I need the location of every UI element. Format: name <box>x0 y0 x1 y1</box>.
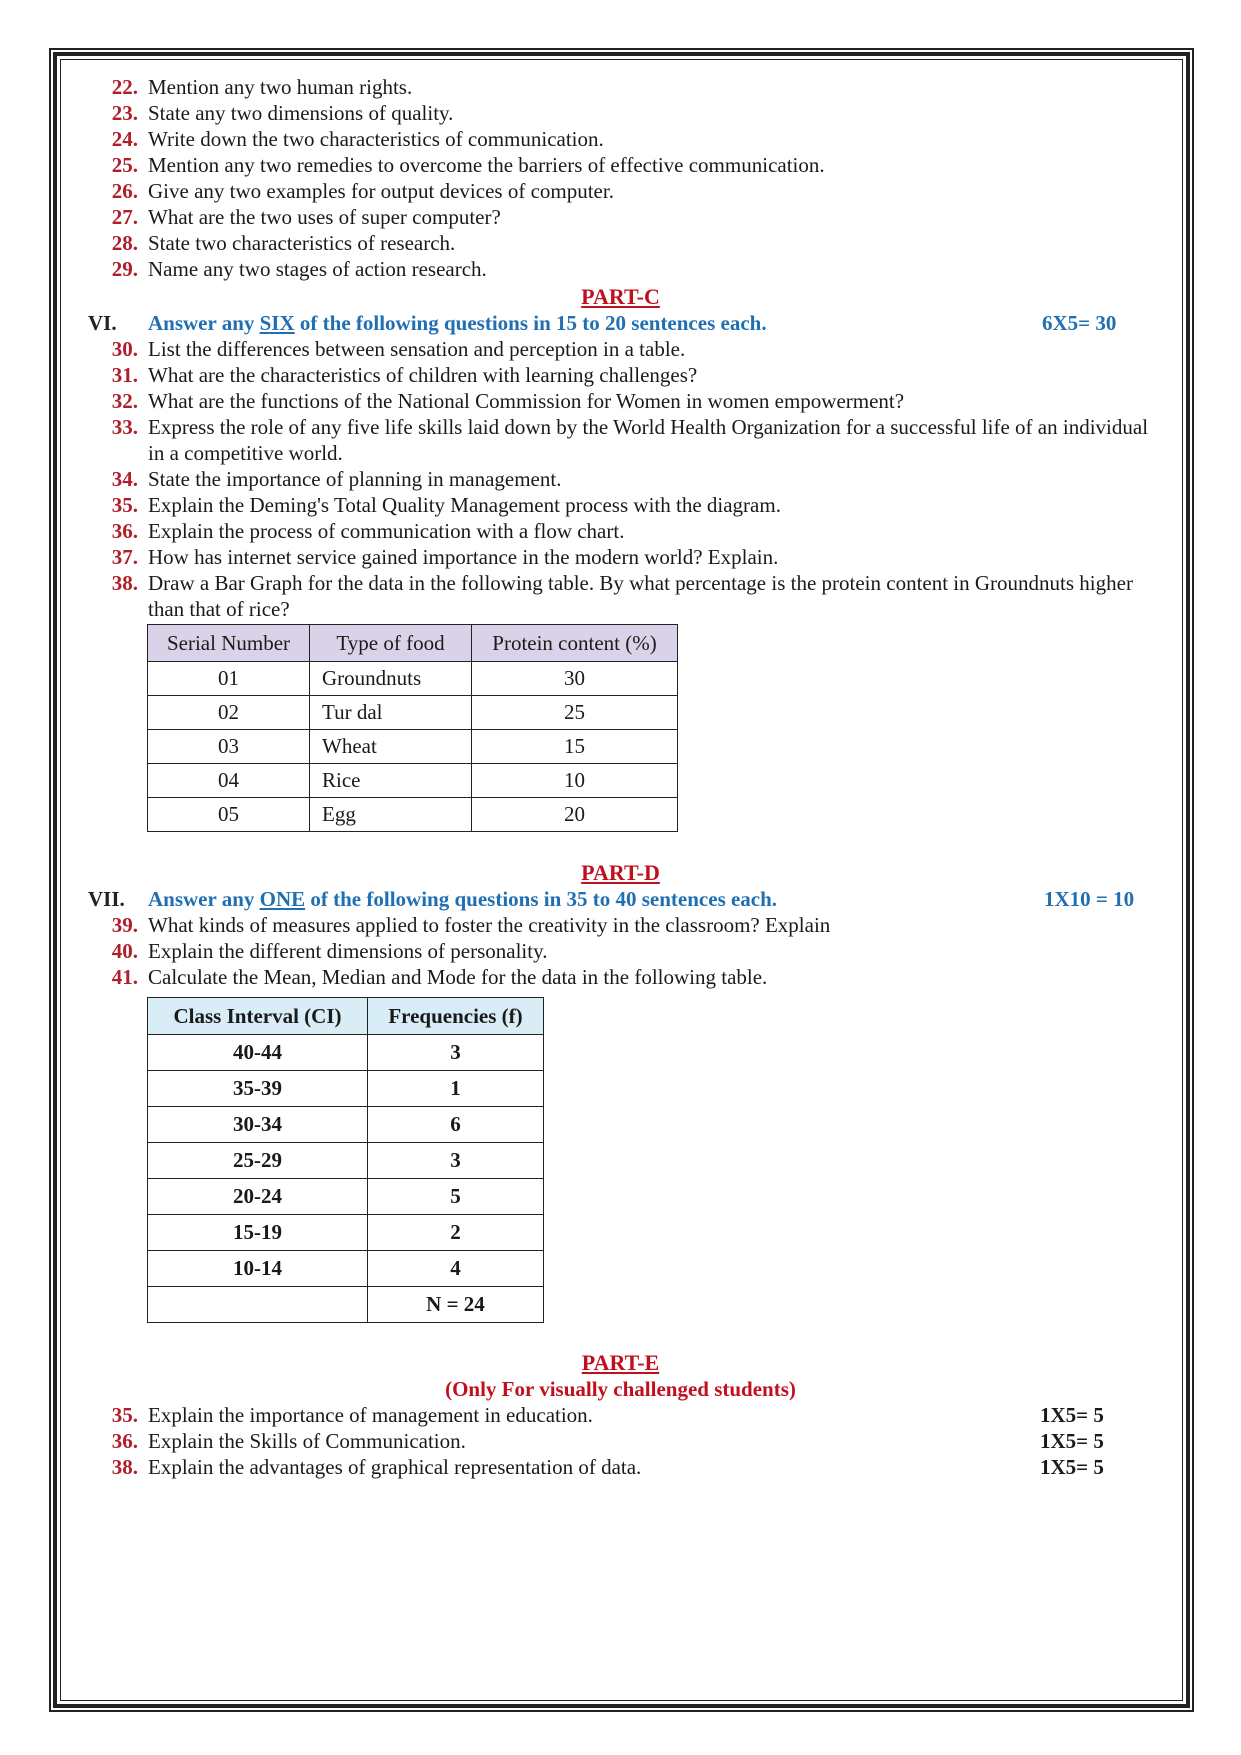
section-roman-numeral: VII. <box>88 887 125 911</box>
question-text: Calculate the Mean, Median and Mode for the data in the following table. <box>148 965 768 989</box>
table-total-row <box>148 1287 544 1323</box>
question-text: Write down the two characteristics of communication. <box>148 127 604 151</box>
table-cell: 40-44 <box>148 1035 368 1071</box>
question-text: Explain the process of communication with a flow chart. <box>148 519 625 543</box>
column-header: Frequencies (f) <box>368 998 544 1035</box>
question-marks: 1X5= 5 <box>1040 1429 1104 1453</box>
question-number: 26. <box>111 179 138 203</box>
column-header: Class Interval (CI) <box>148 998 368 1035</box>
question-text: What are the characteristics of children with learning challenges? <box>148 363 698 387</box>
frequency-table <box>147 997 544 1323</box>
question-text: Explain the Skills of Communication. <box>148 1429 466 1453</box>
question-text: State any two dimensions of quality. <box>148 101 454 125</box>
table-cell: 25 <box>472 696 678 730</box>
table-cell: 1 <box>368 1071 544 1107</box>
question-number: 30. <box>111 337 138 361</box>
question-number: 24. <box>111 127 138 151</box>
question-marks: 1X5= 5 <box>1040 1403 1104 1427</box>
part-e-subtitle: (Only For visually challenged students) <box>445 1377 796 1401</box>
question-text: What are the two uses of super computer? <box>148 205 501 229</box>
table-cell: Egg <box>310 798 472 832</box>
table-cell: 10 <box>472 764 678 798</box>
table-cell: Tur dal <box>310 696 472 730</box>
table-cell: 3 <box>368 1143 544 1179</box>
table-cell: 04 <box>148 764 310 798</box>
table-row <box>148 1143 544 1179</box>
table-row <box>148 730 678 764</box>
table-header-row <box>148 998 544 1035</box>
question-text: Mention any two remedies to overcome the barriers of effective communication. <box>148 153 825 177</box>
question-text: How has internet service gained importance in the modern world? Explain. <box>148 545 779 569</box>
question-text: Explain the Deming's Total Quality Management process with the diagram. <box>148 493 781 517</box>
section-roman-numeral: VI. <box>88 311 117 335</box>
table-cell: 15 <box>472 730 678 764</box>
question-text: Explain the different dimensions of personality. <box>148 939 548 963</box>
table-row <box>148 1251 544 1287</box>
question-number: 28. <box>111 231 138 255</box>
question-number: 35. <box>111 493 138 517</box>
table-cell: 4 <box>368 1251 544 1287</box>
question-number: 39. <box>111 913 138 937</box>
table-cell: 5 <box>368 1179 544 1215</box>
table-row <box>148 1035 544 1071</box>
question-number: 40. <box>111 939 138 963</box>
question-text: What kinds of measures applied to foster the creativity in the classroom? Explain <box>148 913 831 937</box>
table-row <box>148 764 678 798</box>
question-text: Explain the advantages of graphical representation of data. <box>148 1455 642 1479</box>
question-text: Give any two examples for output devices of computer. <box>148 179 614 203</box>
table-cell: 25-29 <box>148 1143 368 1179</box>
column-header: Protein content (%) <box>472 625 678 662</box>
question-text: What are the functions of the National Commission for Women in women empowerment? <box>148 389 905 413</box>
table-cell: 6 <box>368 1107 544 1143</box>
section-instruction: Answer any ONE of the following questions in 35 to 40 sentences each. <box>148 887 778 911</box>
table-cell: Rice <box>310 764 472 798</box>
table-cell: 01 <box>148 662 310 696</box>
column-header: Type of food <box>310 625 472 662</box>
table-cell: 15-19 <box>148 1215 368 1251</box>
table-cell: 02 <box>148 696 310 730</box>
protein-content-table <box>147 624 678 832</box>
table-row <box>148 1179 544 1215</box>
question-text: Mention any two human rights. <box>148 75 413 99</box>
question-number: 23. <box>111 101 138 125</box>
instruction-keyword: ONE <box>259 887 306 911</box>
table-cell: Groundnuts <box>310 662 472 696</box>
question-number: 22. <box>111 75 138 99</box>
table-cell: 03 <box>148 730 310 764</box>
table-row <box>148 1107 544 1143</box>
question-text: Explain the importance of management in education. <box>148 1403 593 1427</box>
table-row <box>148 1071 544 1107</box>
question-marks: 1X5= 5 <box>1040 1455 1104 1479</box>
question-number: 29. <box>111 257 138 281</box>
table-cell: 35-39 <box>148 1071 368 1107</box>
section-instruction: Answer any SIX of the following questions in 15 to 20 sentences each. <box>148 311 767 335</box>
table-cell: 10-14 <box>148 1251 368 1287</box>
question-number: 31. <box>111 363 138 387</box>
table-row <box>148 798 678 832</box>
part-c-title: PART-C <box>581 284 660 309</box>
section-marks: 1X10 = 10 <box>1044 887 1135 911</box>
question-number: 38. <box>111 571 138 595</box>
question-number: 34. <box>111 467 138 491</box>
question-text: State two characteristics of research. <box>148 231 456 255</box>
section-marks: 6X5= 30 <box>1042 311 1117 335</box>
table-cell: 30-34 <box>148 1107 368 1143</box>
question-number: 38. <box>111 1455 138 1479</box>
column-header: Serial Number <box>148 625 310 662</box>
table-cell <box>148 1287 368 1323</box>
table-cell: 20 <box>472 798 678 832</box>
question-text: Draw a Bar Graph for the data in the following table. By what percentage is the protein content in Groundnuts higher than that of rice? <box>148 571 1133 621</box>
table-cell: 3 <box>368 1035 544 1071</box>
question-text: State the importance of planning in management. <box>148 467 562 491</box>
question-number: 36. <box>111 519 138 543</box>
question-text: List the differences between sensation and perception in a table. <box>148 337 686 361</box>
table-cell: 05 <box>148 798 310 832</box>
table-row <box>148 1215 544 1251</box>
question-number: 41. <box>111 965 138 989</box>
question-number: 25. <box>111 153 138 177</box>
table-cell: 2 <box>368 1215 544 1251</box>
table-cell: Wheat <box>310 730 472 764</box>
table-row <box>148 662 678 696</box>
question-number: 37. <box>111 545 138 569</box>
question-number: 32. <box>111 389 138 413</box>
question-text: Express the role of any five life skills laid down by the World Health Organization for a successful life of an individual in a competitive world. <box>148 415 1149 465</box>
question-number: 36. <box>111 1429 138 1453</box>
table-header-row <box>148 625 678 662</box>
table-cell: 30 <box>472 662 678 696</box>
question-text: Name any two stages of action research. <box>148 257 487 281</box>
instruction-keyword: SIX <box>259 311 295 335</box>
part-d-title: PART-D <box>581 860 660 885</box>
part-e-title: PART-E <box>581 1350 660 1375</box>
question-number: 27. <box>111 205 138 229</box>
question-number: 35. <box>111 1403 138 1427</box>
table-cell: 20-24 <box>148 1179 368 1215</box>
table-cell: N = 24 <box>368 1287 544 1323</box>
table-row <box>148 696 678 730</box>
question-number: 33. <box>111 415 138 439</box>
